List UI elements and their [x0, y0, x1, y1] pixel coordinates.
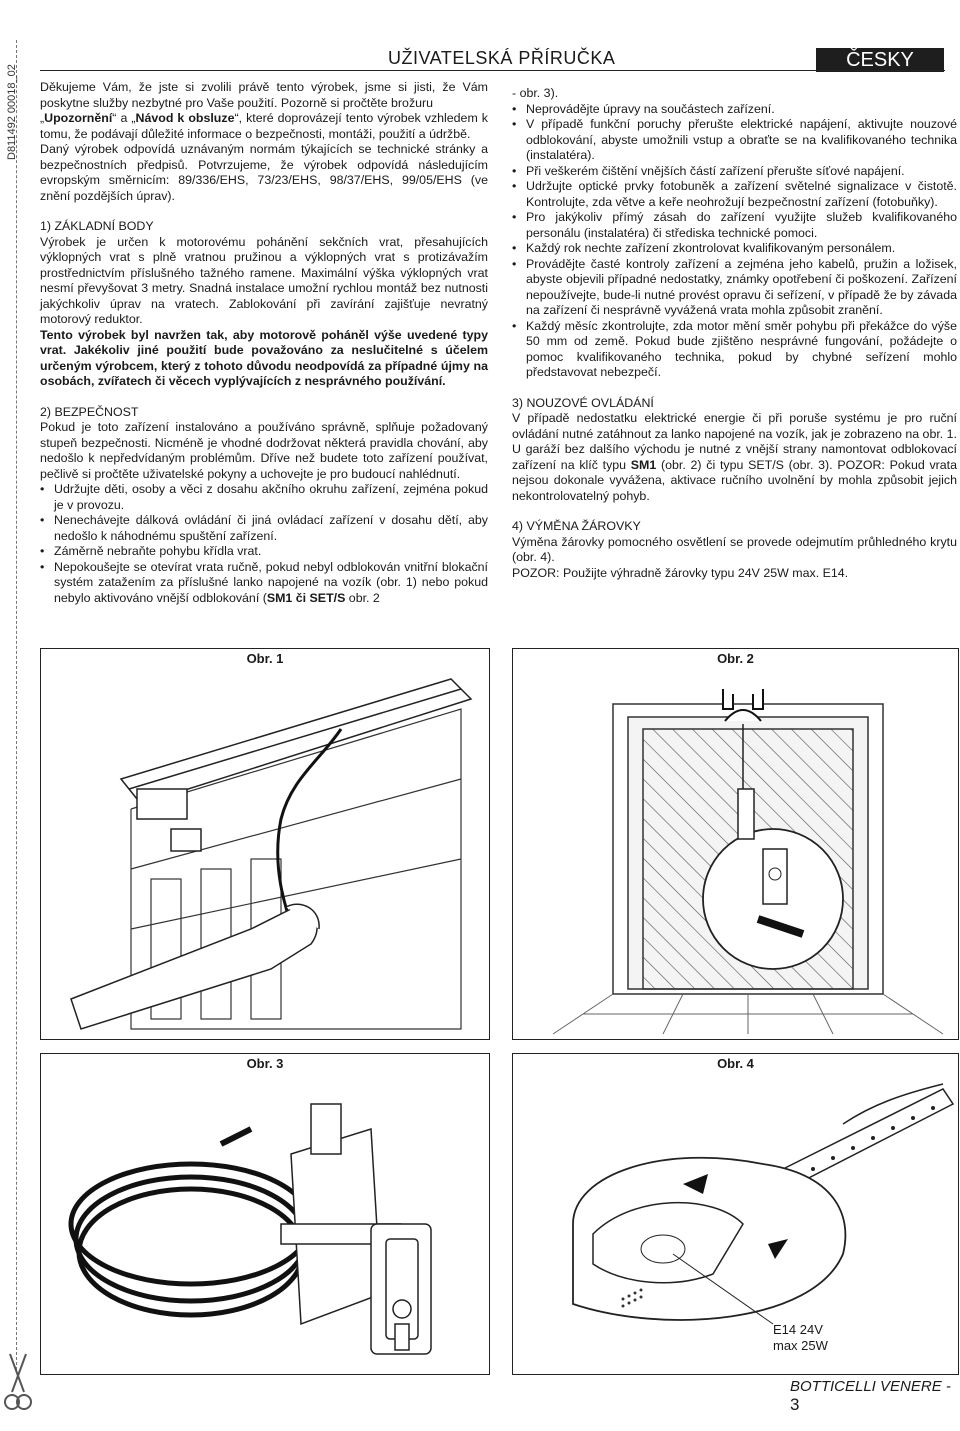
- page-footer: [790, 1378, 960, 1415]
- list-item: • Každý měsíc zkontrolujte, zda motor mění směr pohybu při překážce do výše 50 mm od země. Pokud bude zjištěno nesprávné fungování, požádejte o pomoc kvalifikovaného technika, pokud by chybné seřízení mohlo představovat nebezpečí.: [512, 319, 957, 381]
- section-2-body: Pokud je toto zařízení instalováno a používáno správně, splňuje požadovaný stupeň bezpečnosti. Nicméně je vhodné dodržovat některá pravidla chování, aby nedošlo k nepředvídaným problémům. Dříve než budete toto zařízení používat, pečlivě si pročtěte uživatelské pokyny a uchovejte je pro budoucí nahlédnutí.: [40, 420, 488, 481]
- page-number: 3: [790, 1395, 800, 1414]
- figure-3-label: Obr. 3: [246, 1056, 284, 1071]
- section-3-bold: SM1: [630, 457, 657, 472]
- figure-2: [512, 648, 959, 1040]
- section-4-body: Výměna žárovky pomocného osvětlení se provede odejmutím průhledného krytu (obr. 4).: [512, 534, 957, 564]
- document-id: D811492 00018_02: [6, 64, 18, 160]
- section-1-bold-note: [40, 328, 488, 390]
- list-item-tail: obr. 2: [345, 590, 380, 605]
- bulb-spec-line-2: max 25W: [773, 1338, 828, 1353]
- figure-1: [40, 648, 490, 1040]
- section-1-body: Výrobek je určen k motorovému pohánění sekčních vrat, přesahujících výklopných vrat s plně vratnou pružinou a výklopných vrat s protizávažím prostřednictvím příslušného tažného ramene. Maximální výška výklopných vrat nesmí převyšovat 3 metry. Snadná instalace umožní rychlou montáž bez nutnosti jakýchkoliv úprav na vratech. Zablokování při zavírání zajišťuje nevratný motorový reduktor.: [40, 234, 488, 326]
- list-item: • Udržujte děti, osoby a věci z dosahu akčního okruhu zařízení, zejména pokud je v provozu.: [40, 482, 488, 513]
- figure-4: [512, 1053, 959, 1375]
- list-item: [40, 560, 488, 607]
- section-2-title: 2) BEZPEČNOST: [40, 404, 139, 419]
- section-3-title: 3) NOUZOVÉ OVLÁDÁNÍ: [512, 395, 654, 410]
- list-item: • Neprovádějte úpravy na součástech zařízení.: [512, 102, 957, 118]
- intro-bold-manual: Návod k obsluze: [135, 111, 235, 125]
- section-4-title: 4) VÝMĚNA ŽÁROVKY: [512, 519, 641, 533]
- language-badge: ČESKY: [816, 48, 944, 72]
- list-item-bold: SM1 či SET/S: [266, 590, 346, 605]
- intro-paragraph-2: [40, 111, 488, 142]
- continued-text: - obr. 3).: [512, 86, 559, 100]
- list-item: • Pro jakýkoliv přímý zásah do zařízení využijte služeb kvalifikovaného personálu (instalatéra) či střediska technické pomoci.: [512, 210, 957, 241]
- list-item-text: Nepokoušejte se otevírat vrata ručně, pokud nebyl odblokován vnitřní blokační systém zatažením za příslušné lanko napojené na vozík (obr. 1) nebo pokud nebylo aktivováno vnější odblokování (: [54, 559, 488, 605]
- figure-1-label: Obr. 1: [246, 651, 284, 666]
- figure-3-drawing: [41, 1074, 489, 1374]
- section-2-bullets: [40, 482, 488, 606]
- cut-line: [16, 40, 17, 1370]
- list-item: • Provádějte časté kontroly zařízení a zejména jeho kabelů, pružin a ložisek, abyste objevili případné nedostatky, známky opotřebení či poškození. Zařízení nepoužívejte, bude-li nutné provést opravu či seřízení, v případě že by závada na zařízení či nesprávně vyvážená vrata mohla způsobit zranění.: [512, 257, 957, 319]
- bulb-spec: [773, 1322, 828, 1354]
- figure-4-label: Obr. 4: [717, 1056, 754, 1071]
- left-column: [40, 80, 488, 606]
- list-item: • Při veškerém čištění vnějších částí zařízení přerušte síťové napájení.: [512, 164, 957, 180]
- right-column: [512, 86, 957, 581]
- intro-quote-mid: “ a „: [112, 111, 136, 125]
- scissors-icon: [4, 1352, 32, 1416]
- intro-bold-warnings: Upozornění: [44, 111, 113, 125]
- intro-paragraph-3: Daný výrobek odpovídá uznávaným normám týkajících se technické stránky a bezpečnostních předpisů. Potvrzujeme, že výrobek odpovídá následujícím evropským směrnicím: 89/336/EHS, 73/23/EHS, 98/37/EHS, 99/05/EHS (ve znění pozdějších úprav).: [40, 142, 488, 203]
- list-item: • Každý rok nechte zařízení zkontrolovat kvalifikovaným personálem.: [512, 241, 957, 257]
- list-item: • Udržujte optické prvky fotobuněk a zařízení světelné signalizace v čistotě. Kontrolujte, zda větve a keře neohrožují bezpečnostní zařízení (fotobuňky).: [512, 179, 957, 210]
- section-3-tail: (obr. 2) či typu SET/S (obr. 3). POZOR: Pokud vrata nejsou dokonale vyvážena, aktivace ručního uvolnění by mohla způsobit jejich nekontrolovatelný pohyb.: [512, 457, 958, 503]
- figure-2-label: Obr. 2: [717, 651, 754, 666]
- safety-bullets: [512, 102, 957, 381]
- section-1-title: 1) ZÁKLADNÍ BODY: [40, 219, 154, 233]
- section-3-text: V případě nedostatku elektrické energie či při poruše systému je pro ruční ovládání nutné zatáhnout za lanko napojené na vozík, jak je zobrazeno na obr. 1. U garáží bez dalšího východu je nutné z vnější strany namontovat odblokovací zařízení na klíč typu: [512, 411, 958, 472]
- footer-product: BOTTICELLI VENERE -: [790, 1378, 951, 1395]
- list-item: • Záměrně nebraňte pohybu křídla vrat.: [40, 544, 488, 560]
- section-3-body: [512, 411, 957, 504]
- section-1-bold-text: Tento výrobek byl navržen tak, aby motorově poháněl výše uvedené typy vrat. Jakékoliv jiné použití bude považováno za neslučitelné s účelem určeným výrobcem, který z tohoto důvodu neodpovídá za případné újmy na osobách, zvířatech či věcech vyplývajících z nesprávného používání.: [40, 327, 488, 388]
- figure-4-drawing: [513, 1074, 958, 1374]
- bulb-spec-line-1: E14 24V: [773, 1322, 823, 1337]
- page-title: UŽIVATELSKÁ PŘÍRUČKA: [388, 48, 616, 68]
- header-rule: [40, 70, 945, 71]
- section-4-warning: POZOR: Použijte výhradně žárovky typu 24V 25W max. E14.: [512, 565, 849, 580]
- figure-3: [40, 1053, 490, 1375]
- intro-text-tail: “, které doprovázejí tento výrobek vzhledem k tomu, že podávají důležité informace o bezpečnosti, montáži, použití a údržbě.: [40, 111, 488, 141]
- intro-paragraph-1: Děkujeme Vám, že jste si zvolili právě tento výrobek, jsme si jisti, že Vám poskytne služby nezbytné pro Vaše použití. Pozorně si pročtěte brožuru: [40, 80, 488, 110]
- intro-quote-open: „: [40, 111, 45, 125]
- list-item: • V případě funkční poruchy přerušte elektrické napájení, aktivujte nouzové odblokování, abyste umožnili vstup a obraťte se na kvalifikovaného technika (instalatéra).: [512, 117, 957, 164]
- figure-1-drawing: [41, 669, 489, 1039]
- figure-2-drawing: [513, 669, 958, 1039]
- list-item: • Nenechávejte dálková ovládání či jiná ovládací zařízení v dosahu dětí, aby nedošlo k náhodnému spuštění zařízení.: [40, 513, 488, 544]
